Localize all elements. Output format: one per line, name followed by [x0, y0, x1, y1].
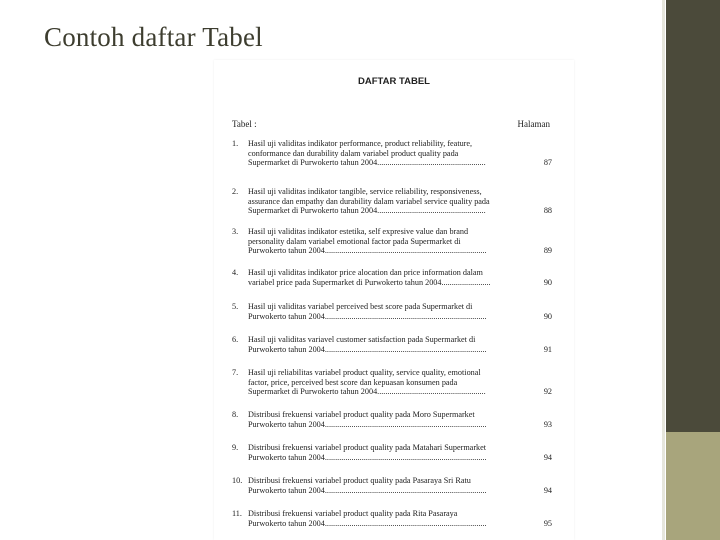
- list-item-caption: [248, 335, 530, 354]
- list-item-caption: [248, 368, 530, 397]
- list-item-caption: [248, 187, 530, 216]
- decorative-stripe-light: [666, 432, 720, 540]
- caption-line: Purwokerto tahun 2004...............................................................................: [248, 518, 487, 528]
- list-item-number: 5.: [232, 302, 239, 311]
- list-item-caption: [248, 410, 530, 429]
- list-item-page-number: 94: [543, 452, 552, 462]
- list-item-number: 9.: [232, 443, 239, 452]
- caption-line: Hasil uji validitas indikator price alocation dan price information dalam: [248, 268, 483, 277]
- caption-line: Purwokerto tahun 2004...............................................................................: [248, 485, 487, 495]
- document-page: [214, 60, 574, 540]
- list-item-number: 3.: [232, 227, 239, 236]
- list-item-number: 2.: [232, 187, 239, 196]
- caption-line: Purwokerto tahun 2004...............................................................................: [248, 246, 487, 256]
- list-item-page-number: 95: [543, 518, 552, 528]
- list-item-number: 11.: [232, 509, 242, 518]
- list-item-page-number: 93: [543, 419, 552, 429]
- list-item-page-number: 90: [543, 277, 552, 287]
- caption-line: Distribusi frekuensi variabel product quality pada Pasaraya Sri Ratu: [248, 476, 471, 485]
- caption-line: Hasil uji validitas variabel perceived best score pada Supermarket di: [248, 302, 473, 311]
- caption-line: Purwokerto tahun 2004...............................................................................: [248, 311, 487, 321]
- caption-line: Supermarket di Purwokerto tahun 2004.....................................................: [248, 158, 486, 168]
- caption-line: variabel price pada Supermarket di Purwokerto tahun 2004........................: [248, 277, 491, 287]
- list-item-caption: [248, 443, 530, 462]
- caption-line: Hasil uji validitas variavel customer satisfaction pada Supermarket di: [248, 335, 476, 344]
- caption-line: Hasil uji validitas indikator estetika, self expresive value dan brand: [248, 227, 469, 236]
- list-item-page-number: 89: [543, 246, 552, 256]
- list-item-page-number: 94: [543, 485, 552, 495]
- list-item-page-number: 87: [543, 158, 552, 168]
- caption-line: personality dalam variabel emotional factor pada Supermarket di: [248, 236, 461, 246]
- caption-line: Purwokerto tahun 2004...............................................................................: [248, 419, 487, 429]
- caption-line: Distribusi frekuensi variabel product quality pada Rita Pasaraya: [248, 509, 458, 518]
- list-item-caption: [248, 227, 530, 256]
- list-item-page-number: 92: [543, 387, 552, 397]
- caption-line: Purwokerto tahun 2004...............................................................................: [248, 452, 487, 462]
- caption-line: Hasil uji validitas indikator performance, product reliability, feature,: [248, 139, 473, 148]
- decorative-stripe-dark: [666, 0, 720, 432]
- caption-line: Hasil uji validitas indikator tangible, service reliability, responsiveness,: [248, 187, 482, 196]
- caption-line: Purwokerto tahun 2004...............................................................................: [248, 344, 487, 354]
- decorative-separator: [662, 0, 665, 540]
- caption-line: factor, price, perceived best score dan kepuasan konsumen pada: [248, 377, 458, 387]
- list-item-number: 8.: [232, 410, 239, 419]
- list-item-number: 6.: [232, 335, 239, 344]
- list-item-caption: [248, 509, 530, 528]
- list-item-page-number: 90: [543, 311, 552, 321]
- list-item-caption: [248, 268, 530, 287]
- caption-line: Supermarket di Purwokerto tahun 2004.....................................................: [248, 206, 486, 216]
- document-heading: DAFTAR TABEL: [358, 76, 430, 87]
- list-item-caption: [248, 476, 530, 495]
- caption-line: Hasil uji reliabilitas variabel product quality, service quality, emotional: [248, 368, 481, 377]
- caption-line: conformance dan durability dalam variabel product quality pada: [248, 148, 459, 158]
- column-label-table: Tabel :: [232, 119, 257, 129]
- column-label-page: Halaman: [517, 119, 550, 129]
- caption-line: Distribusi frekuensi variabel product quality pada Matahari Supermarket: [248, 443, 487, 452]
- caption-line: assurance dan empathy dan durability dalam variabel service quality pada: [248, 196, 490, 206]
- list-item-number: 4.: [232, 268, 239, 277]
- list-item-page-number: 91: [543, 344, 552, 354]
- caption-line: Supermarket di Purwokerto tahun 2004.....................................................: [248, 387, 486, 397]
- list-item-page-number: 88: [543, 206, 552, 216]
- list-item-number: 7.: [232, 368, 239, 377]
- list-item-number: 10.: [232, 476, 243, 485]
- caption-line: Distribusi frekuensi variabel product quality pada Moro Supermarket: [248, 410, 475, 419]
- slide-title: Contoh daftar Tabel: [44, 22, 263, 52]
- list-item-caption: [248, 139, 530, 168]
- list-item-number: 1.: [232, 139, 239, 148]
- list-item-caption: [248, 302, 530, 321]
